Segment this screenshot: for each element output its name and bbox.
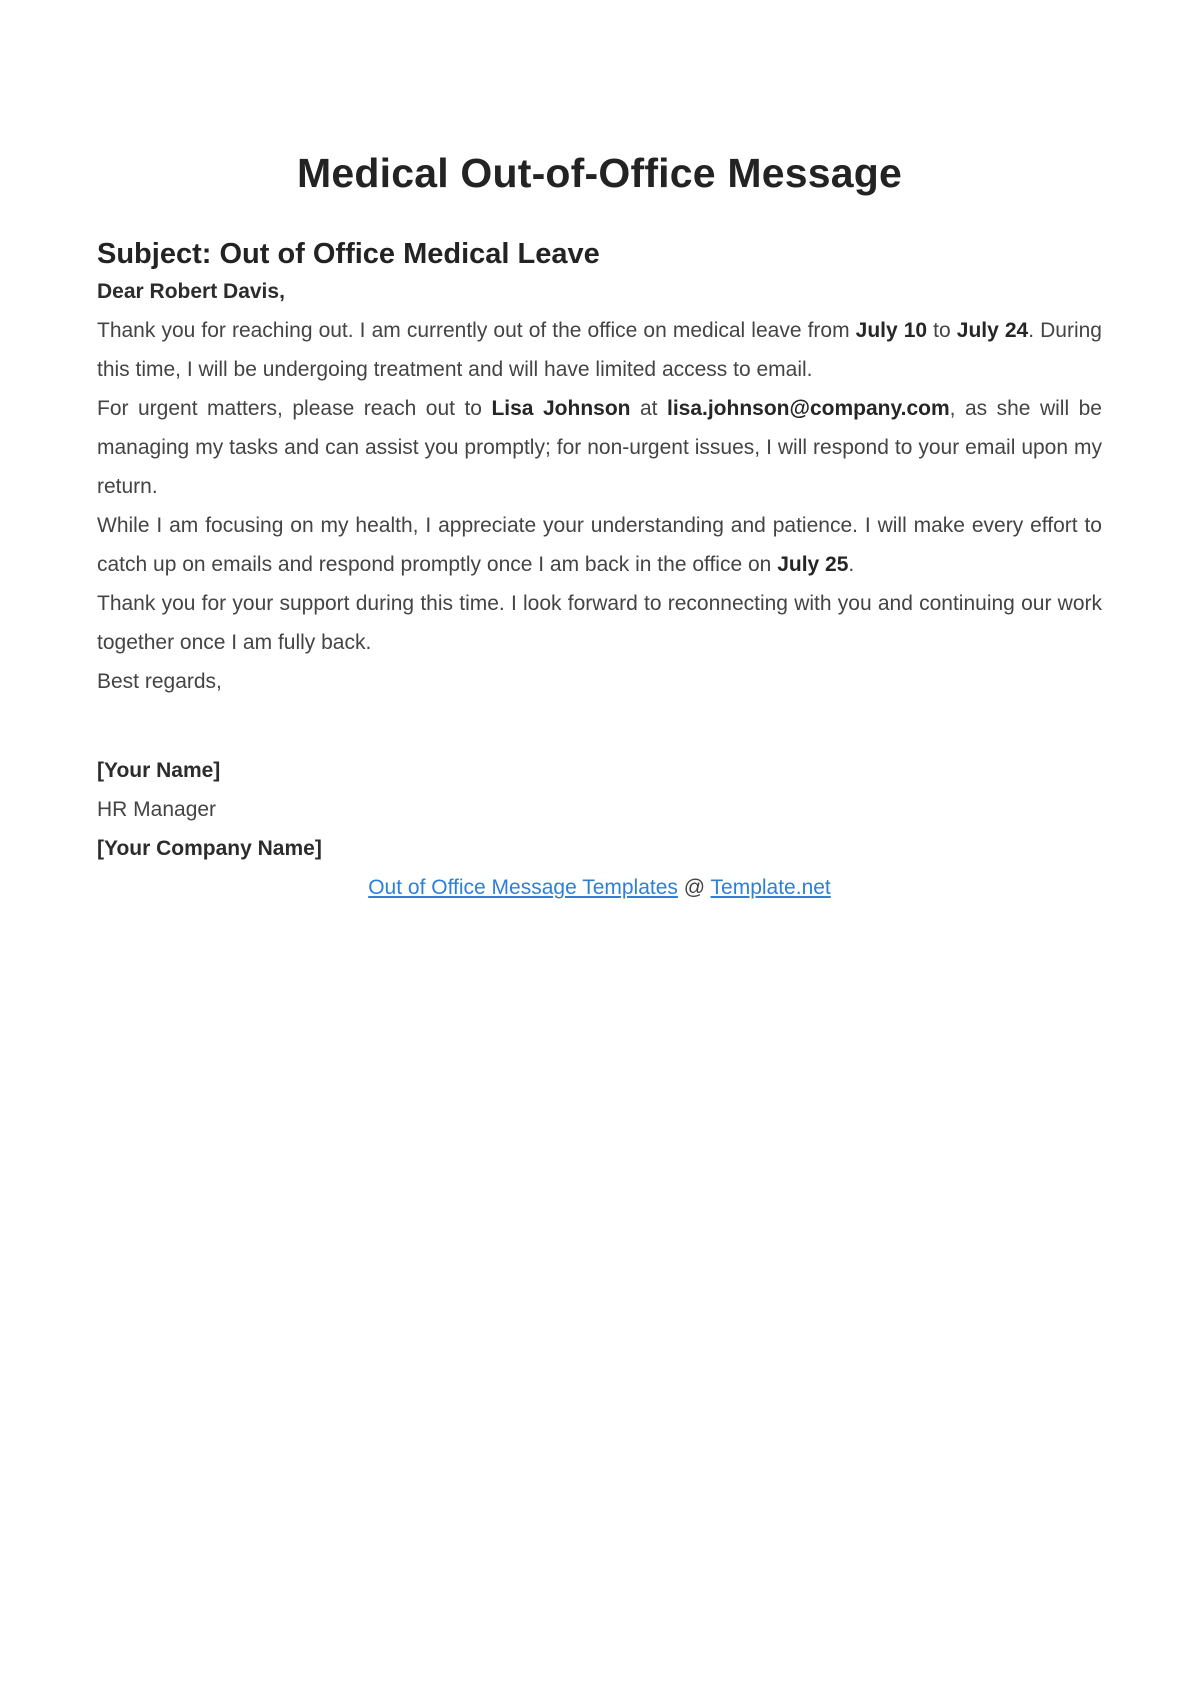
text-span: at <box>630 397 667 420</box>
text-span: While I am focusing on my health, I appreciate your understanding and patience. I will make every effort to catch up on emails and respond promptly once I am back in the office on <box>97 514 1102 576</box>
email-subject: Subject: Out of Office Medical Leave <box>97 238 600 270</box>
document-page <box>97 0 1102 907</box>
template-net-link[interactable]: Template.net <box>710 876 831 899</box>
leave-end-date: July 24 <box>956 319 1029 342</box>
signature-name: [Your Name] <box>97 759 221 782</box>
letter-body <box>97 272 1102 868</box>
paragraph-leave-dates <box>97 311 1102 389</box>
footer-credit <box>97 868 1102 907</box>
paragraph-urgent-contact <box>97 389 1102 506</box>
text-span: . During this time, I will be undergoing treatment and will have limited access to email. <box>97 319 1102 381</box>
text-span: , as she will be managing my tasks and can assist you promptly; for non-urgent issues, I will respond to your email upon my return. <box>97 397 1102 498</box>
signature-role: HR Manager <box>97 798 217 821</box>
text-span: Thank you for reaching out. I am currently out of the office on medical leave from <box>97 319 856 342</box>
signature-spacer <box>97 701 1102 751</box>
text-span: For urgent matters, please reach out to <box>97 397 492 420</box>
paragraph-thanks: Thank you for your support during this time. I look forward to reconnecting with you and continuing our work together once I am fully back. <box>97 592 1102 654</box>
text-span: to <box>927 319 957 342</box>
closing: Best regards, <box>97 670 222 693</box>
footer-separator: @ <box>677 876 711 899</box>
document-title: Medical Out-of-Office Message <box>297 150 902 196</box>
return-date: July 25 <box>777 553 849 576</box>
leave-start-date: July 10 <box>855 319 928 342</box>
contact-email: lisa.johnson@company.com <box>666 397 950 420</box>
text-span: . <box>848 553 855 576</box>
contact-name: Lisa Johnson <box>491 397 631 420</box>
paragraph-return-date <box>97 506 1102 584</box>
templates-link[interactable]: Out of Office Message Templates <box>368 876 678 899</box>
greeting: Dear Robert Davis, <box>97 280 285 303</box>
signature-company: [Your Company Name] <box>97 837 322 860</box>
